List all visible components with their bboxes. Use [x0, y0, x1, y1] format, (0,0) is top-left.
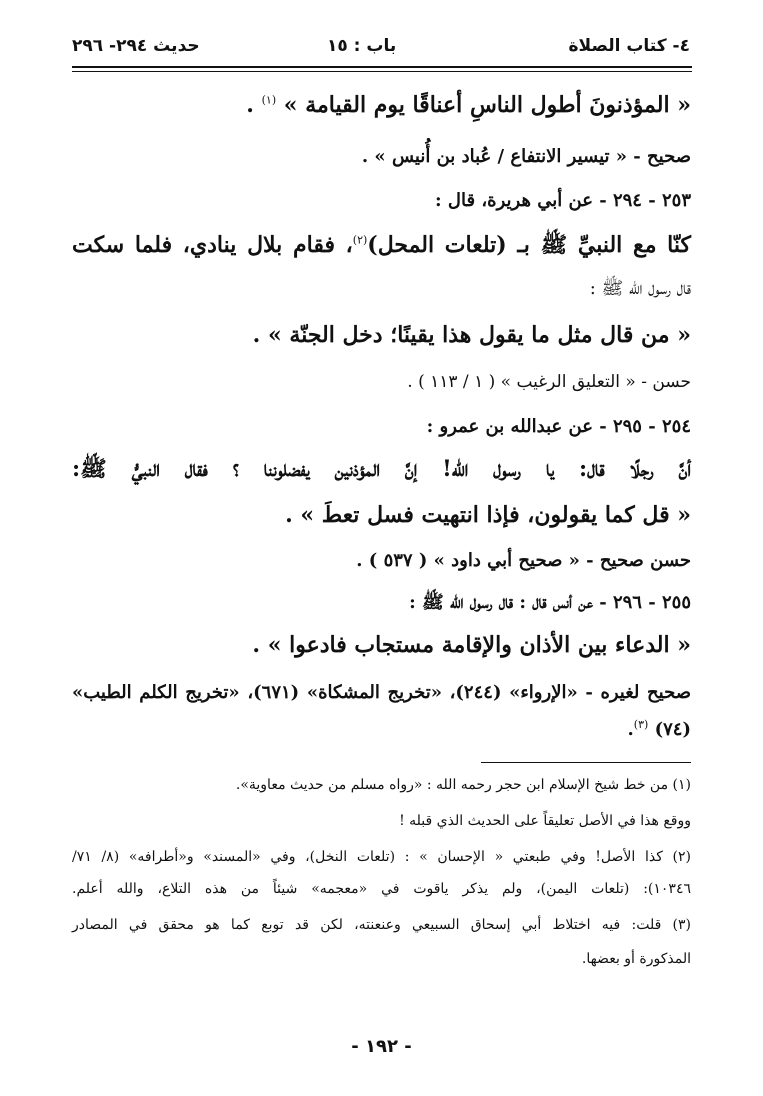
hadith-range: حديث ٢٩٤- ٢٩٦	[72, 36, 200, 56]
footnote-1: (١) من خط شيخ الإسلام ابن حجر رحمه الله : «رواه مسلم من حديث معاوية».	[235, 777, 691, 793]
footnote-3-continued: المذكورة أو بعضها.	[581, 951, 691, 967]
grade-line: حسن صحيح - « صحيح أبي داود » ( ٥٣٧ ) .	[356, 550, 691, 571]
footnote-1-continued: ووقع هذا في الأصل تعليقاً على الحديث الذي قبله !	[399, 813, 691, 829]
footnote-marker-1[interactable]: (١)	[261, 93, 277, 107]
hadith-number: ٢٥٥ - ٢٩٦ - عن أنس قال : قال رسول الله ﷺ :	[409, 592, 691, 613]
grade-line: صحيح - « تيسير الانتفاع / عُباد بن أُنيس » .	[361, 146, 691, 167]
quote-muadhin: « المؤذنونَ أطول الناسِ أعناقًا يوم القيامة » $^{(١)}$ .	[246, 92, 691, 118]
footnote-2-continued: ١٠٣٤٦): (تلعات اليمن)، ولم يذكر ياقوت في «معجمه» شيئاً من هذه التلاع، والله أعلم.	[72, 881, 691, 897]
header-rule-thick	[72, 66, 692, 68]
hadith-text: كنّا مع النبيِّ ﷺ بـ (تلعات المحل)$^{(٢)}$، فقام بلال ينادي، فلما سكت	[72, 232, 691, 258]
hadith-quote: « من قال مثل ما يقول هذا يقينًا؛ دخل الجنّة » .	[252, 322, 691, 348]
header-rule-thin	[72, 71, 692, 72]
hadith-quote: « الدعاء بين الأذان والإقامة مستجاب فادعوا » .	[252, 632, 691, 658]
footnote-marker-3[interactable]: (٣)	[633, 718, 649, 731]
chapter-label: باب : ١٥	[327, 36, 397, 56]
hadith-text: قال رسول الله ﷺ :	[589, 278, 691, 299]
running-header	[72, 28, 690, 62]
page-number: - ١٩٢ -	[351, 1036, 412, 1057]
book-title: ٤- كتاب الصلاة	[568, 36, 690, 56]
hadith-quote: « قل كما يقولون، فإذا انتهيت فسل تعطَ » .	[285, 502, 691, 528]
hadith-number: ٢٥٣ - ٢٩٤ - عن أبي هريرة، قال :	[435, 190, 691, 211]
grade-line: صحيح لغيره - «الإرواء» (٢٤٤)، «تخريج المشكاة» (٦٧١)، «تخريج الكلم الطيب»	[72, 682, 691, 703]
grade-line: حسن - « التعليق الرغيب » ( ١ / ١١٣ ) .	[407, 372, 691, 392]
footnote-separator	[481, 762, 691, 763]
hadith-number: ٢٥٤ - ٢٩٥ - عن عبدالله بن عمرو :	[426, 416, 691, 437]
grade-line-continued: (٧٤) $^{(٣)}$.	[627, 718, 691, 740]
hadith-text: أنَّ رجلًا قال: يا رسول الله! إنَّ المؤذنين يفضلوننا ؟ فقال النبيُّ ﷺ:	[72, 456, 691, 482]
footnote-marker-2[interactable]: (٢)	[352, 233, 368, 247]
footnote-3: (٣) قلت: فيه اختلاط أبي إسحاق السبيعي وعنعنته، لكن قد توبع كما هو محقق في المصادر	[72, 917, 691, 933]
footnote-2: (٢) كذا الأصل! وفي طبعتي « الإحسان » : (تلعات النخل)، وفي «المسند» و«أطرافه» (٨/ ٧١/	[72, 849, 692, 865]
